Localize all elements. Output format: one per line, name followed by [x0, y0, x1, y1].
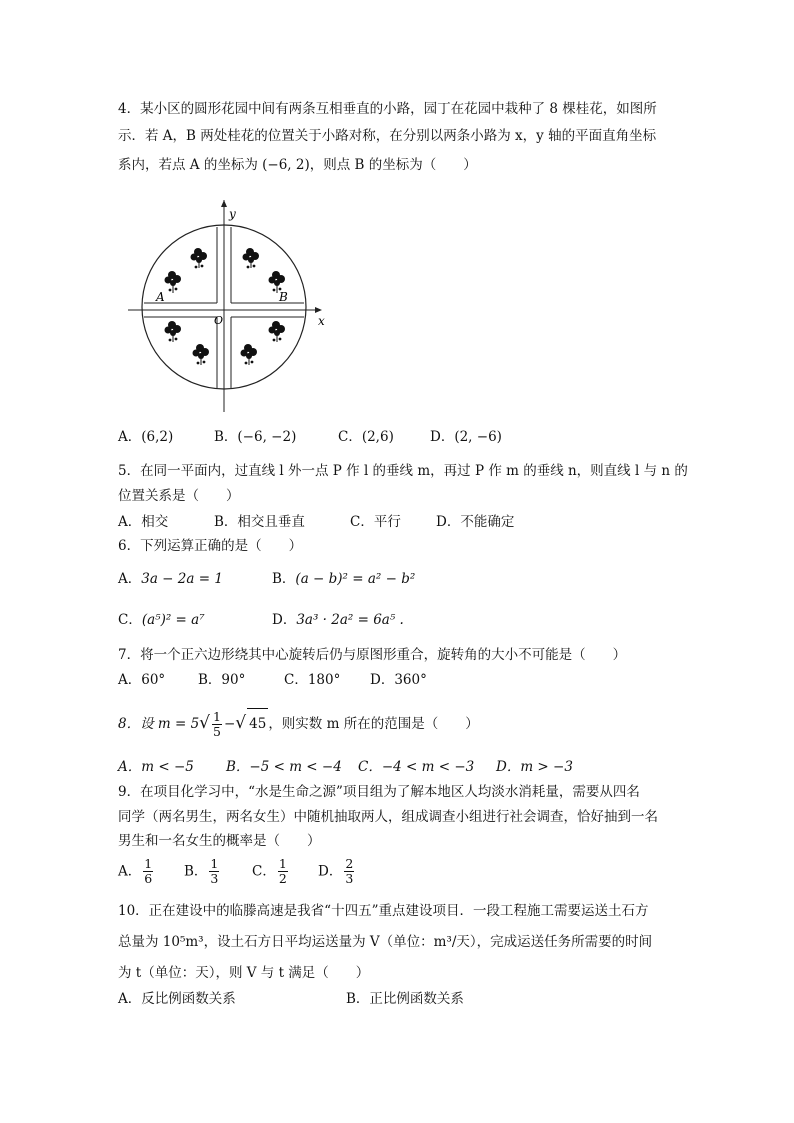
q6-option-b[interactable]: B．(a − b)² = a² − b² — [272, 571, 416, 587]
tree-6 — [193, 344, 210, 365]
q8-option-d[interactable]: D．m > −3 — [496, 759, 573, 775]
q5-line-2: 位置关系是（ ） — [118, 488, 240, 504]
q7-option-a[interactable]: A．60° — [118, 672, 166, 688]
q4-option-c[interactable]: C．(2,6) — [338, 429, 394, 445]
q9-option-a[interactable]: A． $\frac{1}{6}$ — [118, 856, 153, 886]
q6-option-a[interactable]: A．3a − 2a = 1 — [118, 571, 223, 587]
q5-option-d[interactable]: D．不能确定 — [436, 514, 515, 530]
x-axis-arrow — [315, 307, 322, 313]
q8-option-b[interactable]: B．−5 < m < −4 — [226, 759, 342, 775]
q10-line-1: 10．正在建设中的临滕高速是我省“十四五”重点建设项目．一段工程施工需要运送土石方 — [118, 903, 649, 919]
q10-line-3: 为 t（单位：天），则 V 与 t 满足（ ） — [118, 965, 370, 981]
q7-option-d[interactable]: D．360° — [370, 672, 427, 688]
tree-1 — [191, 248, 208, 268]
tree-2 — [165, 271, 182, 293]
q8-stem: 8．设 m = 5√ $\frac{1}{5}$ −√ 45 ，则实数 m 所在的范围是（ ） — [118, 709, 479, 739]
x-label: x — [318, 314, 325, 328]
q6-option-d[interactable]: D．3a³ · 2a² = 6a⁵ . — [272, 612, 404, 628]
tree-7 — [269, 321, 286, 342]
q4-line-2: 示．若 A，B 两处桂花的位置关于小路对称，在分别以两条小路为 x，y 轴的平面直角坐标 — [118, 128, 657, 144]
q5-option-c[interactable]: C．平行 — [350, 514, 401, 530]
point-a-label: A — [156, 290, 165, 304]
q9-line-2: 同学（两名男生，两名女生）中随机抽取两人，组成调查小组进行社会调查，恰好抽到一名 — [118, 809, 658, 825]
tree-5 — [165, 321, 182, 342]
origin-label: O — [214, 314, 224, 327]
q9-line-1: 9．在项目化学习中，“水是生命之源”项目组为了解本地区人均淡水消耗量，需要从四名 — [118, 784, 640, 800]
q9-option-b[interactable]: B． $\frac{1}{3}$ — [184, 856, 219, 886]
q6-option-c[interactable]: C．(a⁵)² = a⁷ — [118, 612, 205, 628]
q4-line-1: 4．某小区的圆形花园中间有两条互相垂直的小路，园丁在花园中栽种了 8 棵桂花，如图所 — [118, 101, 657, 117]
garden-figure — [128, 200, 328, 414]
q10-line-2: 总量为 10⁵m³，设土石方日平均运送量为 V（单位：m³/天），完成运送任务所需要的时间 — [118, 934, 653, 950]
q4-option-b[interactable]: B．(−6, −2) — [214, 429, 297, 445]
q7-option-c[interactable]: C．180° — [284, 672, 341, 688]
q8-option-c[interactable]: C．−4 < m < −3 — [358, 759, 475, 775]
y-axis-arrow — [221, 200, 227, 207]
q4-line-3: 系内，若点 A 的坐标为 (−6, 2)，则点 B 的坐标为（ ） — [118, 157, 477, 173]
q7-stem: 7．将一个正六边形绕其中心旋转后仍与原图形重合，旋转角的大小不可能是（ ） — [118, 647, 627, 663]
q7-option-b[interactable]: B．90° — [198, 672, 246, 688]
tree-8 — [241, 344, 258, 365]
q9-option-d[interactable]: D． $\frac{2}{3}$ — [318, 856, 354, 886]
q10-option-a[interactable]: A．反比例函数关系 — [118, 991, 236, 1007]
q4-option-a[interactable]: A．(6,2) — [118, 429, 174, 445]
q9-line-3: 男生和一名女生的概率是（ ） — [118, 833, 321, 849]
tree-3 — [243, 248, 260, 268]
q10-option-b[interactable]: B．正比例函数关系 — [346, 991, 464, 1007]
q5-option-b[interactable]: B．相交且垂直 — [214, 514, 305, 530]
q9-option-c[interactable]: C． $\frac{1}{2}$ — [252, 856, 287, 886]
q6-stem: 6．下列运算正确的是（ ） — [118, 538, 303, 554]
q5-line-1: 5．在同一平面内，过直线 l 外一点 P 作 l 的垂线 m，再过 P 作 m 的垂线 n，则直线 l 与 n 的 — [118, 463, 688, 479]
q8-fraction: $\frac{1}{5}$ — [213, 709, 221, 739]
q8-option-a[interactable]: A．m < −5 — [118, 759, 194, 775]
q4-option-d[interactable]: D．(2, −6) — [430, 429, 502, 445]
q5-option-a[interactable]: A．相交 — [118, 514, 169, 530]
point-b-label: B — [279, 290, 288, 304]
y-label: y — [229, 207, 236, 221]
